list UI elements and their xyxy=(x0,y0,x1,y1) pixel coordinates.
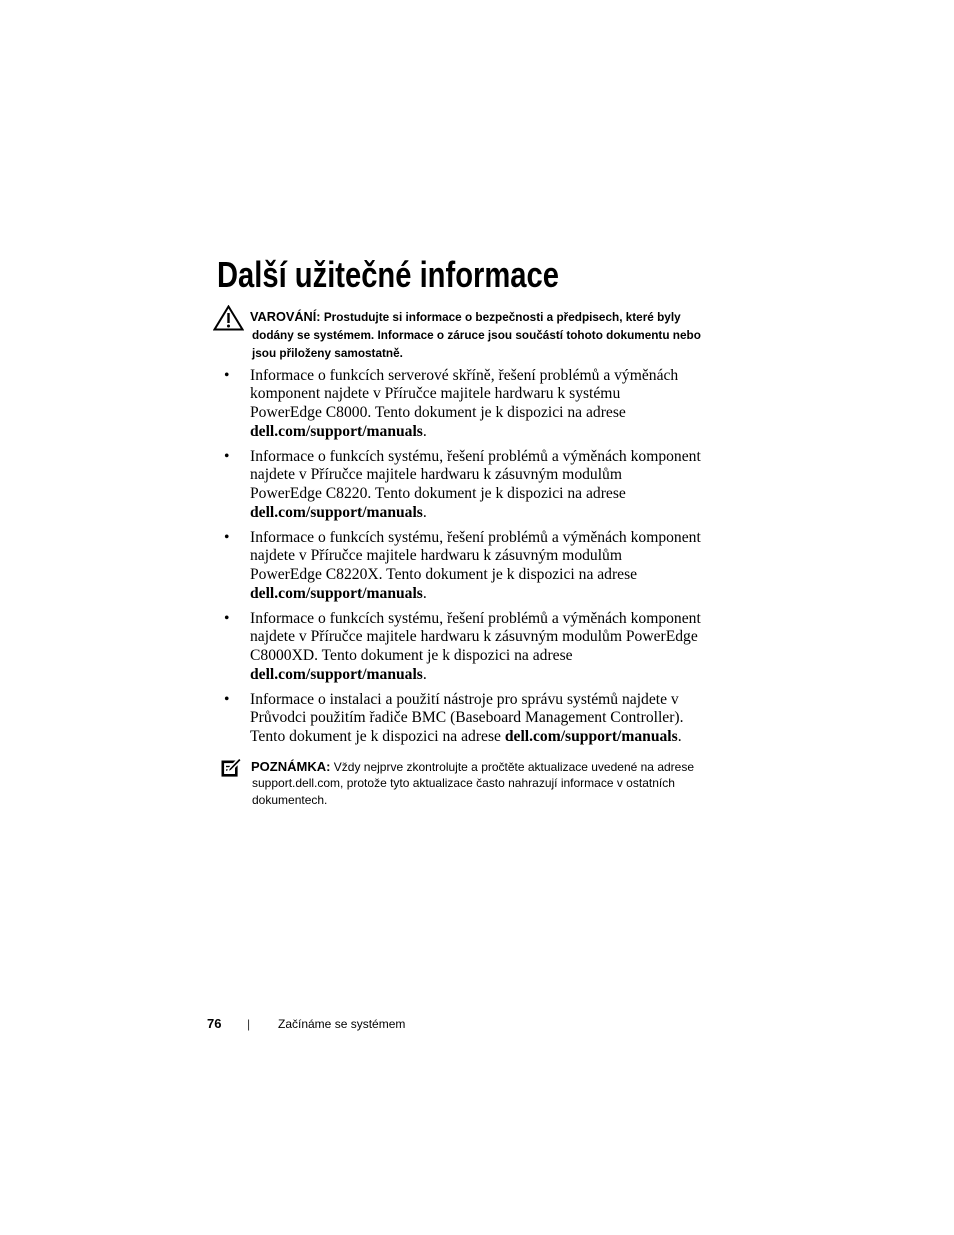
manuals-url: dell.com/support/manuals xyxy=(250,584,423,602)
warning-text-line: Prostudujte si informace o bezpečnosti a předpisech, které byly xyxy=(323,310,681,324)
note-text-line: support.dell.com, protože tyto aktualizace často nahrazují informace v ostatních xyxy=(252,775,675,790)
warning-text-line: dodány se systémem. Informace o záruce jsou součástí tohoto dokumentu nebo xyxy=(251,328,701,342)
list-item-line: komponent najdete v Příručce majitele hardwaru k systému xyxy=(250,385,621,403)
manuals-url: dell.com/support/manuals xyxy=(504,727,678,745)
list-item-line xyxy=(250,666,954,685)
sentence-end: . xyxy=(677,727,682,745)
note-line xyxy=(251,758,694,775)
list-item xyxy=(0,367,954,442)
bullet-icon: • xyxy=(224,447,230,465)
warning-message xyxy=(250,308,701,361)
list-item-line: PowerEdge C8000. Tento dokument je k dispozici na adrese xyxy=(250,403,626,421)
list-item-text xyxy=(250,448,954,523)
list-item-line: najdete v Příručce majitele hardwaru k zásuvným modulům PowerEdge xyxy=(250,628,698,646)
footer-section-title: Začínáme se systémem xyxy=(278,1017,406,1031)
footer-separator: | xyxy=(247,1017,251,1031)
list-item-line: PowerEdge C8220. Tento dokument je k dispozici na adrese xyxy=(250,484,626,502)
sentence-end: . xyxy=(422,503,427,521)
list-item xyxy=(0,691,954,747)
info-bullet-list xyxy=(0,367,954,753)
note-text-line: dokumentech. xyxy=(252,792,328,807)
sentence-end: . xyxy=(422,584,427,602)
manuals-url: dell.com/support/manuals xyxy=(250,422,423,440)
warning-line xyxy=(250,308,701,326)
list-item-line: Informace o funkcích systému, řešení problémů a výměnách komponent xyxy=(250,528,701,546)
warning-label: VAROVÁNÍ: xyxy=(250,309,321,324)
list-item xyxy=(0,529,954,604)
list-item-line: najdete v Příručce majitele hardwaru k zásuvným modulům xyxy=(250,466,622,484)
list-item-line: PowerEdge C8220X. Tento dokument je k dispozici na adrese xyxy=(250,565,638,583)
warning-text-line: jsou přiloženy samostatně. xyxy=(251,346,403,360)
warning-triangle-icon xyxy=(213,305,244,331)
list-item-line: Informace o instalaci a použití nástroje pro správu systémů najdete v xyxy=(250,690,679,708)
bullet-icon: • xyxy=(224,690,230,708)
list-item xyxy=(0,448,954,523)
sentence-end: . xyxy=(422,665,427,683)
note-label: POZNÁMKA: xyxy=(251,758,331,774)
list-item-text xyxy=(250,529,954,604)
list-item-line: C8000XD. Tento dokument je k dispozici na adrese xyxy=(250,646,573,664)
manuals-url: dell.com/support/manuals xyxy=(250,503,423,521)
list-item-line: Informace o funkcích serverové skříně, řešení problémů a výměnách xyxy=(250,366,679,384)
list-item-line: Informace o funkcích systému, řešení problémů a výměnách komponent xyxy=(250,609,701,627)
list-item-line: Průvodci použitím řadiče BMC (Baseboard Management Controller). xyxy=(250,709,684,727)
note-message xyxy=(251,758,694,809)
list-item-line xyxy=(250,423,954,442)
list-item-line xyxy=(250,728,954,747)
note-pencil-icon xyxy=(221,757,242,778)
list-item xyxy=(0,610,954,685)
list-item-text xyxy=(250,691,954,747)
note-text-line: Vždy nejprve zkontrolujte a pročtěte aktualizace uvedené na adrese xyxy=(333,759,695,774)
list-item-line xyxy=(250,585,954,604)
list-item-line-start: Tento dokument je k dispozici na adrese xyxy=(250,727,501,745)
list-item-text xyxy=(250,610,954,685)
bullet-icon: • xyxy=(224,528,230,546)
page-title: Další užitečné informace xyxy=(217,254,559,295)
sentence-end: . xyxy=(422,422,427,440)
list-item-text xyxy=(250,367,954,442)
page-number: 76 xyxy=(207,1016,222,1031)
list-item-line: najdete v Příručce majitele hardwaru k zásuvným modulům xyxy=(250,547,622,565)
manuals-url: dell.com/support/manuals xyxy=(250,665,423,683)
list-item-line: Informace o funkcích systému, řešení problémů a výměnách komponent xyxy=(250,447,701,465)
bullet-icon: • xyxy=(224,609,230,627)
list-item-line xyxy=(250,504,954,523)
bullet-icon: • xyxy=(224,366,230,384)
